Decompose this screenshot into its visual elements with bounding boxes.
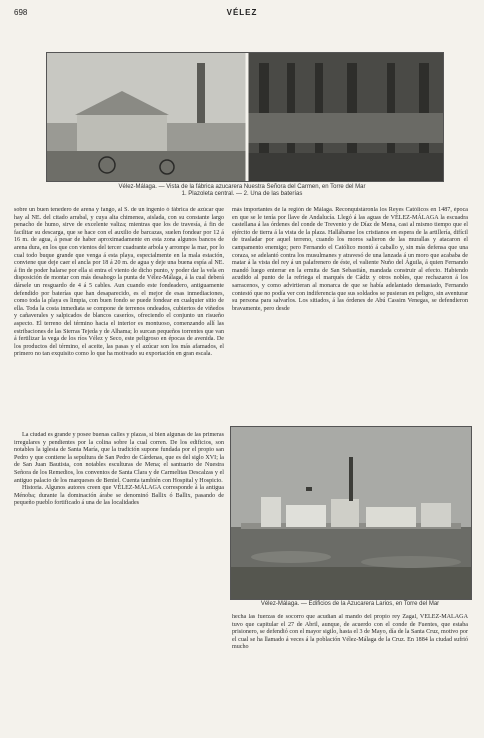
factory-photo-caption-2: 1. Plazoleta central. — 2. Una de las baterías [181,191,303,197]
factory-photo [46,52,444,182]
factory-photo-image [47,53,443,181]
page-number: 698 [14,8,28,17]
left-column-narrow [14,432,224,702]
azucarera-photo [230,426,472,600]
left-text-paragraph-3: Historia. Algunos autores creen que VÉLEZ-MÁLAGA corresponde á la antigua Ménoba; durante la dominación árabe se denominó Ballix ó Ballix, pasando de pequeño pueblo fortificado á una de las localidades [14,485,224,507]
running-title: VÉLEZ [226,8,258,17]
right-column-bottom [232,614,468,684]
azucarera-photo-caption: Vélez-Málaga. — Edificios de la Azucarera Larios, en Torre del Mar [260,601,440,607]
left-text-paragraph-2: La ciudad es grande y posee buenas calles y plazas, si bien algunas de las primeras irregulares y pendientes por la colina sobre la cual corren. De los edificios, son notables la iglesia de Santa María, que la tradición supone fundada por el propio san Pedro y que contiene la sepultura de San Pedro de Cárdenas, que es del siglo XVI; la de San Juan Bautista, con notables esculturas de Mena; el santuario de Nuestra Señora de los Remedios, los conventos de Santa Clara y de Carmelitas Descalzas y el antiguo palacio de los marqueses de Beniel. Cuenta también con Hospital y Hospicio. [14,432,224,484]
azucarera-photo-image [231,427,471,599]
factory-photo-caption-1: Vélez-Málaga. — Vista de la fábrica azucarera Nuestra Señora del Carmen, en Torre del Mar [118,184,366,190]
right-column-top [232,207,468,419]
right-text-paragraph-2: hecha las fuerzas de socorro que acudían al mando del propio rey Zagal, VÉLEZ-MÁLAGA tuvo que capitular el 27 de Abril, aunque, de acuerdo con el conde de Fuentes, que estaba prisionero, se defendió con el mayor sigilo, hasta el 3 de Mayo, día de la Santa Cruz, motivo por el cual se ha llamado á veces á la población Vélez-Málaga de la Cruz. En 1884 la ciudad sufrió mucho [232,614,468,651]
right-text-paragraph-1: más importantes de la región de Málaga. Reconquistáronla los Reyes Católicos en 1487, época en que se le tenía por llave de Andalucía. Llegó á las aguas de VÉLEZ-MÁLAGA la escuadra castellana á las órdenes del conde de Trevento y de Díaz de Mena, casi al mismo tiempo que el ejército de tierra á la vista de la plaza. Hallábanse los cristianos en espera de la artillería, difícil de trasladar por aquel terreno, cuando los moros salieron de las murallas y atacaron el campamento enemigo; pero Fernando el Católico montó á caballo y, sin más defensa que una coraza, se adelantó contra los musulmanes y atravesó de una lanzada á un moro que acababa de matar á la vista del rey á un palafrenero de éste, el valiente Nuño del Águila, á quien Fernando mandó luego enterrar en la ermita de San Sebastián, mandada construir al efecto. Habiendo acudido al punto de la refriega el marqués de Cádiz y otros nobles, que rechazaron á los sarracenos, y como advirtieran al monarca de que se había adelantado demasiado, Fernando contestó que no podía ver con indiferencia que sus soldados se pusieran en peligro, sin aventurar su persona para salvarlos. Los sitiados, á las órdenes de Abú Cassim Venegas, se defendieron bravamente, pero desde [232,207,468,312]
left-text-paragraph-1: sobre un buen tenedero de arena y fango, al S. de un ingenio ó fábrica de azúcar que hay al NE. del citado arrabal, y cuya alta chimenea, aislada, con su constante largo penacho de humo, sirve de excelente valiza; mientras que los de travesía, á fin de facilitar su descarga, que se hace con el auxilio de barcazas, suelen fondear por 12 á 16 m. de agua, á pesar de haber aproximadamente en esta zona algunos bancos de arena dura, en los que con vientos del tercer cuadrante arbola y arrompe la mar, por lo cual todo buque grande que venga á esta playa, especialmente en la mala estación, conviene que deje caer el ancla por 18 á 20 m. de agua y deje una buena espía al NE. á fin de poder halarse por ella si entra el viento de dicho punto, y poder dar la vela en disposición de montar con más desahogo la punta de Vélez-Málaga, á la cual deberá dársele un resguardo de 4 á 5 cables. Aun cuando este fondeadero, antiguamente defendido por baterías que han desaparecido, es el mejor de esas inmediaciones, como toda la playa es limpia, con buen fondo se puede fondear en cualquier sitio de ella. Toda la costa inmediata se compone de terrenos ondeados, cubiertos de viñedos y cañaverales y salpicados de blancos caseríos, ofreciendo el conjunto un risueño aspecto. El terreno del término hacia el interior es montuoso, comenzando allí las estribaciones de las Sierras Tejeda y de Alhama; lo surcan pequeños torrentes que van á fertilizar la vega de los ríos Vélez y Seco, este peligroso en épocas de avenida. De los productos del término, el aceite, las pasas y el azúcar son los más afamados, el primero no tan exquisito como lo que ha motivado su exportación en gran escala. [14,207,224,358]
page-header [14,8,470,22]
